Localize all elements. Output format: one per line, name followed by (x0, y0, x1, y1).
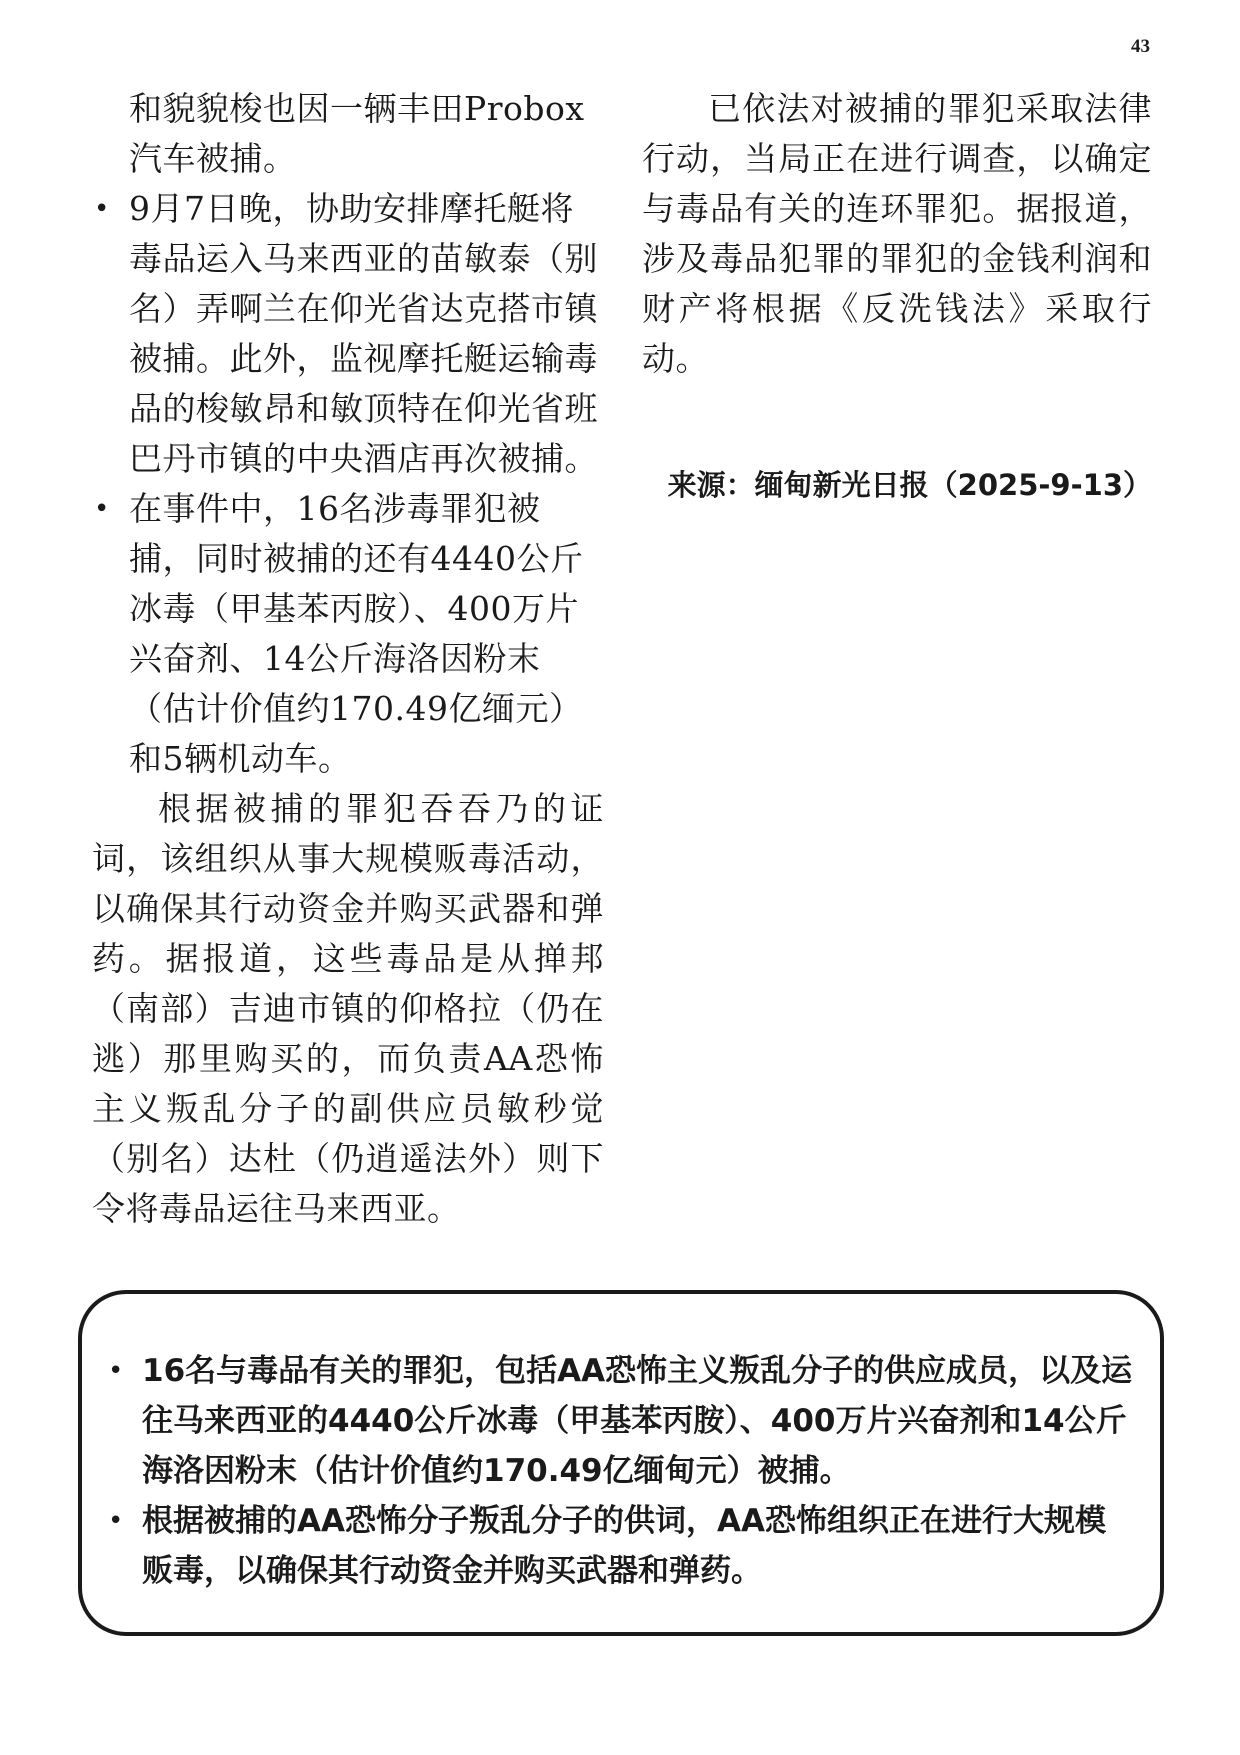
summary-box (78, 1290, 1164, 1636)
summary-text: 16名与毒品有关的罪犯，包括AA恐怖主义叛乱分子的供应成员，以及运往马来西亚的4440公斤冰毒（甲基苯丙胺）、400万片兴奋剂和14公斤海洛因粉末（估计价值约170.49亿缅甸元）被捕。 (142, 1353, 1133, 1489)
left-column (92, 84, 604, 1234)
bullet-icon: • (94, 194, 110, 224)
bullet-icon: • (108, 1506, 124, 1536)
body-paragraph: 已依法对被捕的罪犯采取法律行动，当局正在进行调查，以确定与毒品有关的连环罪犯。据报道，涉及毒品犯罪的罪犯的金钱利润和财产将根据《反洗钱法》采取行动。 (642, 89, 1152, 378)
summary-item (106, 1346, 1136, 1496)
source-citation: 来源：缅甸新光日报（2025-9-13） (667, 468, 1152, 502)
summary-list (82, 1294, 1160, 1596)
right-column (642, 84, 1152, 510)
summary-item (106, 1496, 1136, 1596)
bullet-text: 9月7日晚，协助安排摩托艇将毒品运入马来西亚的苗敏泰（别名）弄啊兰在仰光省达克搭市镇被捕。此外，监视摩托艇运输毒品的梭敏昂和敏顶特在仰光省班巴丹市镇的中央酒店再次被捕。 (129, 189, 598, 478)
bullet-text: 在事件中，16名涉毒罪犯被捕，同时被捕的还有4440公斤冰毒（甲基苯丙胺）、400万片兴奋剂、14公斤海洛因粉末（估计价值约170.49亿缅元）和5辆机动车。 (129, 489, 584, 778)
bullet-icon: • (94, 494, 110, 524)
continuation-text: 和貌貌梭也因一辆丰田Probox汽车被捕。 (129, 89, 585, 178)
body-paragraph: 根据被捕的罪犯吞吞乃的证词，该组织从事大规模贩毒活动，以确保其行动资金并购买武器和弹药。据报道，这些毒品是从掸邦（南部）吉迪市镇的仰格拉（仍在逃）那里购买的，而负责AA恐怖主义叛乱分子的副供应员敏秒觉（别名）达杜（仍逍遥法外）则下令将毒品运往马来西亚。 (92, 789, 604, 1228)
bullet-item (92, 484, 604, 784)
page-number: 43 (1131, 36, 1150, 57)
summary-text: 根据被捕的AA恐怖分子叛乱分子的供词，AA恐怖组织正在进行大规模贩毒，以确保其行动资金并购买武器和弹药。 (142, 1503, 1106, 1589)
bullet-item (92, 184, 604, 484)
bullet-list (92, 184, 604, 784)
bullet-icon: • (108, 1356, 124, 1386)
